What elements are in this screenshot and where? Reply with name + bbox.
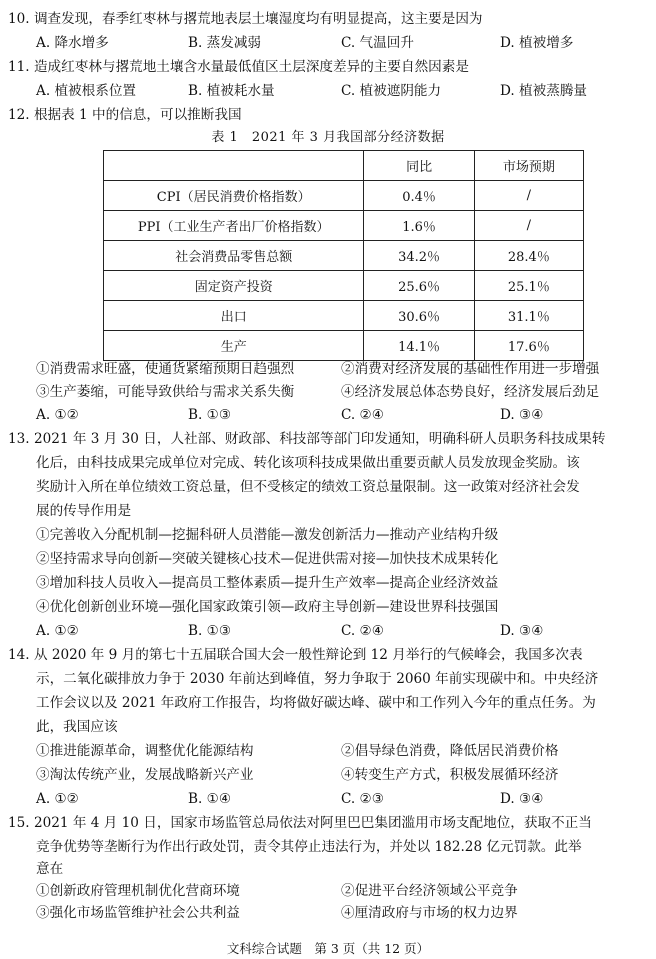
q15-statement-2: ②促进平台经济领域公平竞争: [341, 883, 518, 899]
q15-statements-row-2: [36, 881, 646, 901]
q12-option-d: D. ③④: [500, 407, 544, 423]
q13-statement-4: ④优化创新创业环境—强化国家政策引领—政府主导创新—建设世界科技强国: [36, 599, 499, 615]
q14-stem-line-3: 工作会议以及 2021 年政府工作报告，均将做好碳达峰、碳中和工作列入今年的重点任务。为: [36, 695, 596, 711]
q10-option-a: A. 降水增多: [36, 35, 109, 51]
table-cell: /: [474, 211, 583, 241]
q14-stem-line-1: 14. 从 2020 年 9 月的第七十五届联合国大会一般性辩论到 12 月举行的气候峰会，我国多次表: [8, 647, 583, 663]
q14-option-a: A. ①②: [36, 791, 79, 807]
q14-statement-3: ③淘汰传统产业，发展战略新兴产业: [36, 767, 254, 783]
table-header-cell: [104, 151, 364, 181]
q15-stem-line-3: 意在: [36, 861, 64, 877]
table-row: [104, 301, 584, 331]
q14-option-d: D. ③④: [500, 791, 544, 807]
q12-statement-1: ①消费需求旺盛，使通货紧缩预期日趋强烈: [36, 361, 295, 377]
table-cell: 1.6％: [364, 211, 474, 241]
q12-statement-3: ③生产萎缩，可能导致供给与需求关系失衡: [36, 384, 295, 400]
table-row: [104, 181, 584, 211]
q13-stem-line-1: 13. 2021 年 3 月 30 日，人社部、财政部、科技部等部门印发通知，明确科研人员职务科技成果转: [8, 431, 606, 447]
table-cell: 34.2％: [364, 241, 474, 271]
q13-option-d: D. ③④: [500, 623, 544, 639]
q13-statement-2: ②坚持需求导向创新—突破关键核心技术—促进供需对接—加快技术成果转化: [36, 551, 499, 567]
q13-option-b: B. ①③: [188, 623, 232, 639]
table-cell: 28.4％: [474, 241, 583, 271]
table-cell: 31.1％: [474, 301, 583, 331]
table-cell: PPI（工业生产者出厂价格指数）: [104, 211, 364, 241]
q13-stem-line-2: 化后，由科技成果完成单位对完成、转化该项科技成果做出重要贡献人员发放现金奖励。该: [36, 455, 580, 471]
q10-options: [36, 33, 646, 53]
table-cell: 25.6％: [364, 271, 474, 301]
q10-option-b: B. 蒸发减弱: [188, 35, 262, 51]
table-row: [104, 331, 584, 361]
table-cell: 社会消费品零售总额: [104, 241, 364, 271]
table-cell: /: [474, 181, 583, 211]
table-caption: 表 1 2021 年 3 月我国部分经济数据: [211, 130, 445, 145]
q13-option-a: A. ①②: [36, 623, 79, 639]
q11-option-c: C. 植被遮阴能力: [341, 83, 442, 99]
q11-options: [36, 81, 646, 101]
q15-statement-3: ③强化市场监管维护社会公共利益: [36, 905, 240, 921]
q10-option-c: C. 气温回升: [341, 35, 414, 51]
table-header-cell: 市场预期: [474, 151, 583, 181]
q12-option-a: A. ①②: [36, 407, 79, 423]
q12-statements-row-1: [36, 359, 646, 379]
q14-statements-row-1: [36, 741, 646, 761]
table-cell: CPI（居民消费价格指数）: [104, 181, 364, 211]
q12-option-b: B. ①③: [188, 407, 232, 423]
q11-stem: 11. 造成红枣林与撂荒地土壤含水量最低值区土层深度差异的主要自然因素是: [8, 59, 469, 75]
q11-option-b: B. 植被耗水量: [188, 83, 275, 99]
q13-statement-3: ③增加科技人员收入—提高员工整体素质—提升生产效率—提高企业经济效益: [36, 575, 499, 591]
table-header-cell: 同比: [364, 151, 474, 181]
q15-stem-line-1: 15. 2021 年 4 月 10 日，国家市场监管总局依法对阿里巴巴集团滥用市场支配地位，获取不正当: [8, 815, 592, 831]
q12-options: [36, 405, 646, 425]
q11-option-a: A. 植被根系位置: [36, 83, 137, 99]
q10-stem: 10. 调查发现，春季红枣林与撂荒地表层土壤湿度均有明显提高，这主要是因为: [8, 11, 483, 27]
table-header-row: [104, 151, 584, 181]
q12-statement-4: ④经济发展总体态势良好，经济发展后劲足: [341, 384, 600, 400]
table-cell: 25.1％: [474, 271, 583, 301]
q14-option-c: C. ②③: [341, 791, 384, 807]
table-cell: 固定资产投资: [104, 271, 364, 301]
q12-option-c: C. ②④: [341, 407, 384, 423]
q13-option-c: C. ②④: [341, 623, 384, 639]
q14-statement-1: ①推进能源革命，调整优化能源结构: [36, 743, 254, 759]
q15-statements-row-3: [36, 903, 646, 923]
table-cell: 17.6％: [474, 331, 583, 361]
q14-statements-row-2: [36, 765, 646, 785]
q12-statement-2: ②消费对经济发展的基础性作用进一步增强: [341, 361, 600, 377]
q10-option-d: D. 植被增多: [500, 35, 574, 51]
q14-stem-line-4: 此，我国应该: [36, 719, 118, 735]
table-cell: 出口: [104, 301, 364, 331]
q14-options: [36, 789, 646, 809]
table-row: [104, 211, 584, 241]
table-cell: 0.4％: [364, 181, 474, 211]
q12-statements-row-2: [36, 382, 646, 402]
q13-stem-line-4: 展的传导作用是: [36, 503, 132, 519]
q13-stem-line-3: 奖励计入所在单位绩效工资总量，但不受核定的绩效工资总量限制。这一政策对经济社会发: [36, 479, 580, 495]
table-row: [104, 271, 584, 301]
table-cell: 生产: [104, 331, 364, 361]
q14-stem-line-2: 示，二氧化碳排放力争于 2030 年前达到峰值，努力争取于 2060 年前实现碳中和。中央经济: [36, 671, 599, 687]
table-cell: 14.1％: [364, 331, 474, 361]
q13-statement-1: ①完善收入分配机制—挖掘科研人员潜能—激发创新活力—推动产业结构升级: [36, 527, 499, 543]
q15-statement-4: ④厘清政府与市场的权力边界: [341, 905, 518, 921]
q14-statement-2: ②倡导绿色消费，降低居民消费价格: [341, 743, 559, 759]
q15-stem-line-2: 竞争优势等垄断行为作出行政处罚，责令其停止违法行为，并处以 182.28 亿元罚款。此举: [36, 839, 582, 855]
q11-option-d: D. 植被蒸腾量: [500, 83, 588, 99]
page-footer: 文科综合试题 第 3 页（共 12 页）: [226, 941, 430, 956]
q15-statement-1: ①创新政府管理机制优化营商环境: [36, 883, 240, 899]
q12-stem: 12. 根据表 1 中的信息，可以推断我国: [8, 107, 242, 123]
q14-statement-4: ④转变生产方式，积极发展循环经济: [341, 767, 559, 783]
table-cell: 30.6％: [364, 301, 474, 331]
q13-options: [36, 621, 646, 641]
q14-option-b: B. ①④: [188, 791, 232, 807]
economic-data-table: [103, 150, 584, 361]
q15-statements-row-a: [36, 861, 646, 881]
table-row: [104, 241, 584, 271]
